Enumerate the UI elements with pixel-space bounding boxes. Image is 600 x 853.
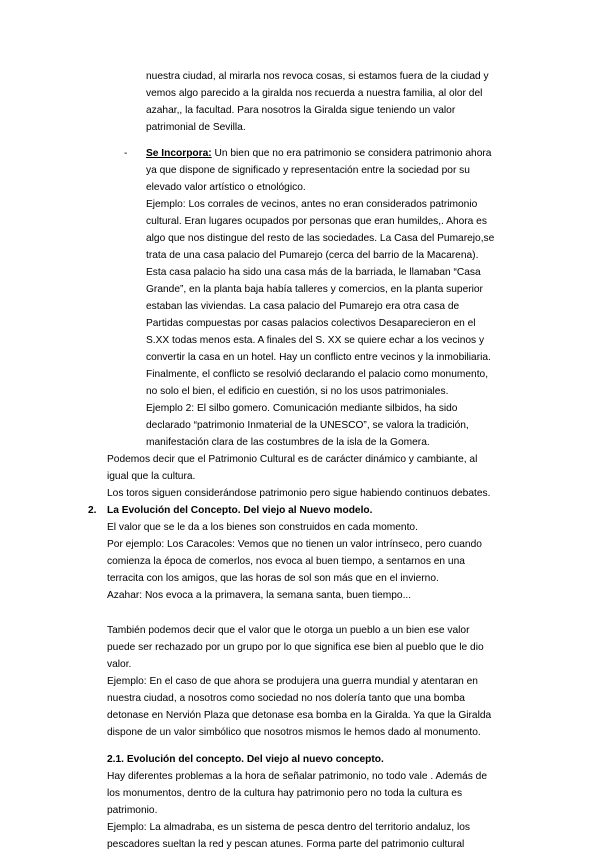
rechazado-line: dispone de un valor simbólico que nosotros mismos le hemos dado al monumento. — [107, 727, 481, 738]
se-incorpora-line: Esta casa palacio ha sido una casa más de la barriada, le llamaban “Casa — [146, 267, 481, 278]
section-2-1-line: patrimonio. — [107, 805, 158, 816]
section-2-line: terracita con los amigos, que las horas de sol son más que en el invierno. — [107, 573, 439, 584]
giralda-line-2: vemos algo parecido a la giralda nos recuerda a nuestra familia, al olor del — [146, 88, 483, 99]
se-incorpora-first-line — [146, 145, 491, 162]
section-2-1-heading: 2.1. Evolución del concepto. Del viejo al nuevo concepto. — [107, 754, 384, 765]
se-incorpora-line: algo que nos distingue del resto de las sociedades. La Casa del Pumarejo,se — [146, 233, 495, 244]
rechazado-line: nuestra ciudad, a nosotros como sociedad no nos dolería tanto que una bomba — [107, 693, 465, 704]
se-incorpora-line: cultural. Eran lugares ocupados por personas que eran humildes,. Ahora es — [146, 216, 487, 227]
rechazado-line: También podemos decir que el valor que le otorga un pueblo a un bien ese valor — [107, 625, 470, 636]
section-2-line: Por ejemplo: Los Caracoles: Vemos que no tienen un valor intrínseco, pero cuando — [107, 539, 482, 550]
se-incorpora-line: declarado “patrimonio Inmaterial de la UNESCO”, se valora la tradición, — [146, 420, 469, 431]
se-incorpora-line: Ejemplo: Los corrales de vecinos, antes no eran considerados patrimonio — [146, 199, 478, 210]
se-incorpora-line: convertir la casa en un hotel. Hay un conflicto entre vecinos y la inmobiliaria. — [146, 352, 491, 363]
section-2-line: Azahar: Nos evoca a la primavera, la semana santa, buen tiempo... — [107, 590, 412, 601]
se-incorpora-line: estaban las viviendas. La casa palacio del Pumarejo era otra casa de — [146, 301, 460, 312]
se-incorpora-line: elevado valor artístico o etnológico. — [146, 182, 306, 193]
giralda-line-4: patrimonial de Sevilla. — [146, 122, 246, 133]
se-incorpora-line: ya que dispone de significado y representación entre la sociedad por su — [146, 165, 470, 176]
section-2-line: El valor que se le da a los bienes son construidos en cada momento. — [107, 522, 418, 533]
rechazado-line: Ejemplo: En el caso de que ahora se produjera una guerra mundial y atentaran en — [107, 676, 478, 687]
section-2-1-line: Hay diferentes problemas a la hora de señalar patrimonio, no todo vale . Además de — [107, 771, 487, 782]
se-incorpora-line: Partidas compuestas por casas palacios colectivos Desaparecieron en el — [146, 318, 476, 329]
dinamico-line: Los toros siguen considerándose patrimonio pero sigue habiendo continuos debates. — [107, 488, 491, 499]
se-incorpora-line: trata de una casa palacio del Pumarejo (cerca del barrio de la Macarena). — [146, 250, 479, 261]
dinamico-line: Podemos decir que el Patrimonio Cultural es de carácter dinámico y cambiante, al — [107, 454, 478, 465]
section-2-number: 2. — [88, 505, 97, 516]
se-incorpora-term: Se Incorpora: — [146, 148, 212, 159]
rechazado-line: valor. — [107, 659, 132, 670]
rechazado-line: puede ser rechazado por un grupo por lo que significa ese bien al pueblo que le dio — [107, 642, 484, 653]
rechazado-line: detonase en Nervión Plaza que detonase esa bomba en la Giralda. Ya que la Giralda — [107, 710, 492, 721]
se-incorpora-line: S.XX todas menos esta. A finales del S. XX se quiere echar a los vecinos y — [146, 335, 485, 346]
section-2-heading: La Evolución del Concepto. Del viejo al Nuevo modelo. — [107, 505, 373, 516]
se-incorpora-line: Finalmente, el conflicto se resolvió declarando el palacio como monumento, — [146, 369, 489, 380]
section-2-1-line: Ejemplo: La almadraba, es un sistema de pesca dentro del territorio andaluz, los — [107, 822, 470, 833]
giralda-line-1: nuestra ciudad, al mirarla nos revoca cosas, si estamos fuera de la ciudad y — [146, 71, 489, 82]
dinamico-line: igual que la cultura. — [107, 471, 196, 482]
se-incorpora-line: Grande”, en la planta baja había talleres y comercios, en la planta superior — [146, 284, 483, 295]
giralda-line-3: azahar,, la facultad. Para nosotros la Giralda sigue teniendo un valor — [146, 105, 456, 116]
se-incorpora-first-line-rest: Un bien que no era patrimonio se considera patrimonio ahora — [211, 148, 492, 159]
se-incorpora-line: manifestación clara de las costumbres de la isla de la Gomera. — [146, 437, 430, 448]
se-incorpora-line: no solo el bien, el edificio en cuestión, si no los usos patrimoniales. — [146, 386, 449, 397]
se-incorpora-line: Ejemplo 2: El silbo gomero. Comunicación mediante silbidos, ha sido — [146, 403, 458, 414]
section-2-1-line: los monumentos, dentro de la cultura hay patrimonio pero no toda la cultura es — [107, 788, 463, 799]
section-2-line: comienza la época de comerlos, nos evoca al buen tiempo, a sentarnos en una — [107, 556, 465, 567]
bullet-marker: - — [124, 148, 128, 159]
section-2-1-line: pescadores sueltan la red y pescan atunes. Forma parte del patrimonio cultural — [107, 839, 465, 850]
